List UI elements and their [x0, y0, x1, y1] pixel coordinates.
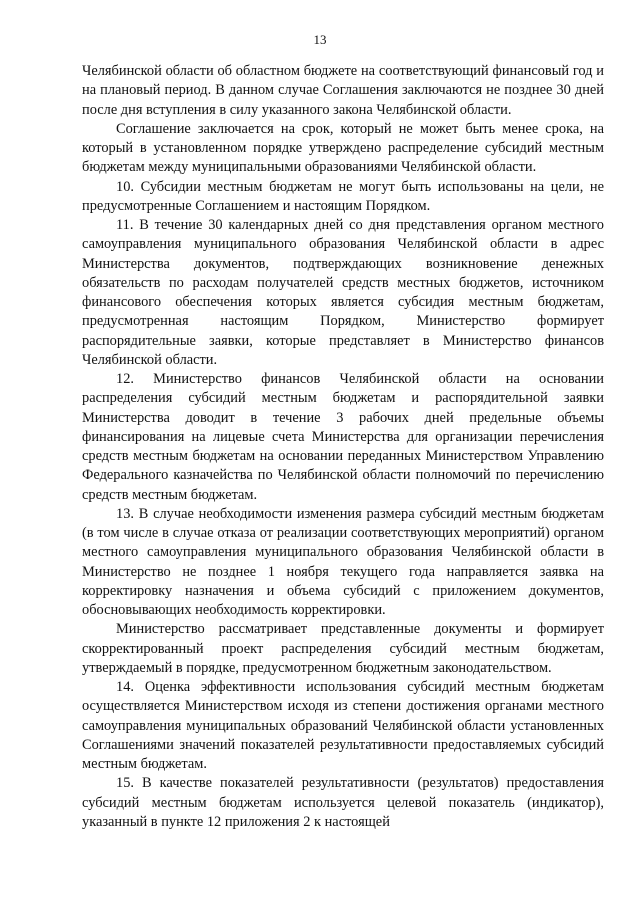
paragraph-agreement-term: Соглашение заключается на срок, который не может быть менее срока, на который в установленном порядке утверждено распределение субсидий местным бюджетам между муниципальными образованиями Челябинской области. — [82, 120, 604, 176]
paragraph-item-10: 10. Субсидии местным бюджетам не могут быть использованы на цели, не предусмотренные Соглашением и настоящим Порядком. — [82, 178, 604, 214]
document-body — [82, 62, 604, 832]
paragraph-item-15: 15. В качестве показателей результативности (результатов) предоставления субсидий местным бюджетам используется целевой показатель (индикатор), указанный в пункте 12 приложения 2 к настоящей — [82, 775, 604, 830]
page-number: 13 — [313, 32, 327, 47]
paragraph-item-14: 14. Оценка эффективности использования субсидий местным бюджетам осуществляется Министерством исходя из степени достижения органами местного самоуправления муниципальных образований Челябинской области установленных Соглашениями значений показателей результативности предоставляемых субсидий местным бюджетам. — [82, 679, 604, 772]
paragraph-item-13: 13. В случае необходимости изменения размера субсидий местным бюджетам (в том числе в случае отказа от реализации соответствующих мероприятий) органом местного самоуправления муниципального образования Челябинской области в Министерство не позднее 1 ноября текущего года направляется заявка на корректировку назначения и объема субсидий с приложением документов, обосновывающих необходимость корректировки. — [82, 505, 604, 618]
paragraph-item-12: 12. Министерство финансов Челябинской области на основании распределения субсидий местным бюджетам и распорядительной заявки Министерства доводит в течение 3 рабочих дней предельные объемы финансирования на лицевые счета Министерства для организации перечисления средств местным бюджетам на основании переданных Министерством Управлению Федерального казначейства по Челябинской области полномочий по перечислению средств местным бюджетам. — [82, 371, 604, 503]
paragraph-continuation: Челябинской области об областном бюджете на соответствующий финансовый год и на плановый период. В данном случае Соглашения заключаются не позднее 30 дней после дня вступления в силу указанного закона Челябинской области. — [82, 63, 604, 118]
paragraph-ministry-review: Министерство рассматривает представленные документы и формирует скорректированный проект распределения субсидий местным бюджетам, утверждаемый в порядке, предусмотренном бюджетным законодательством. — [82, 621, 604, 676]
paragraph-item-11: 11. В течение 30 календарных дней со дня представления органом местного самоуправления муниципального образования Челябинской области в адрес Министерства документов, подтверждающих возникновение денежных обязательств по расходам получателей средств местных бюджетов, источником финансового обеспечения которых является субсидия местным бюджетам, предусмотренная настоящим Порядком, Министерство формирует распорядительные заявки, которые представляет в Министерство финансов Челябинской области. — [82, 217, 604, 368]
